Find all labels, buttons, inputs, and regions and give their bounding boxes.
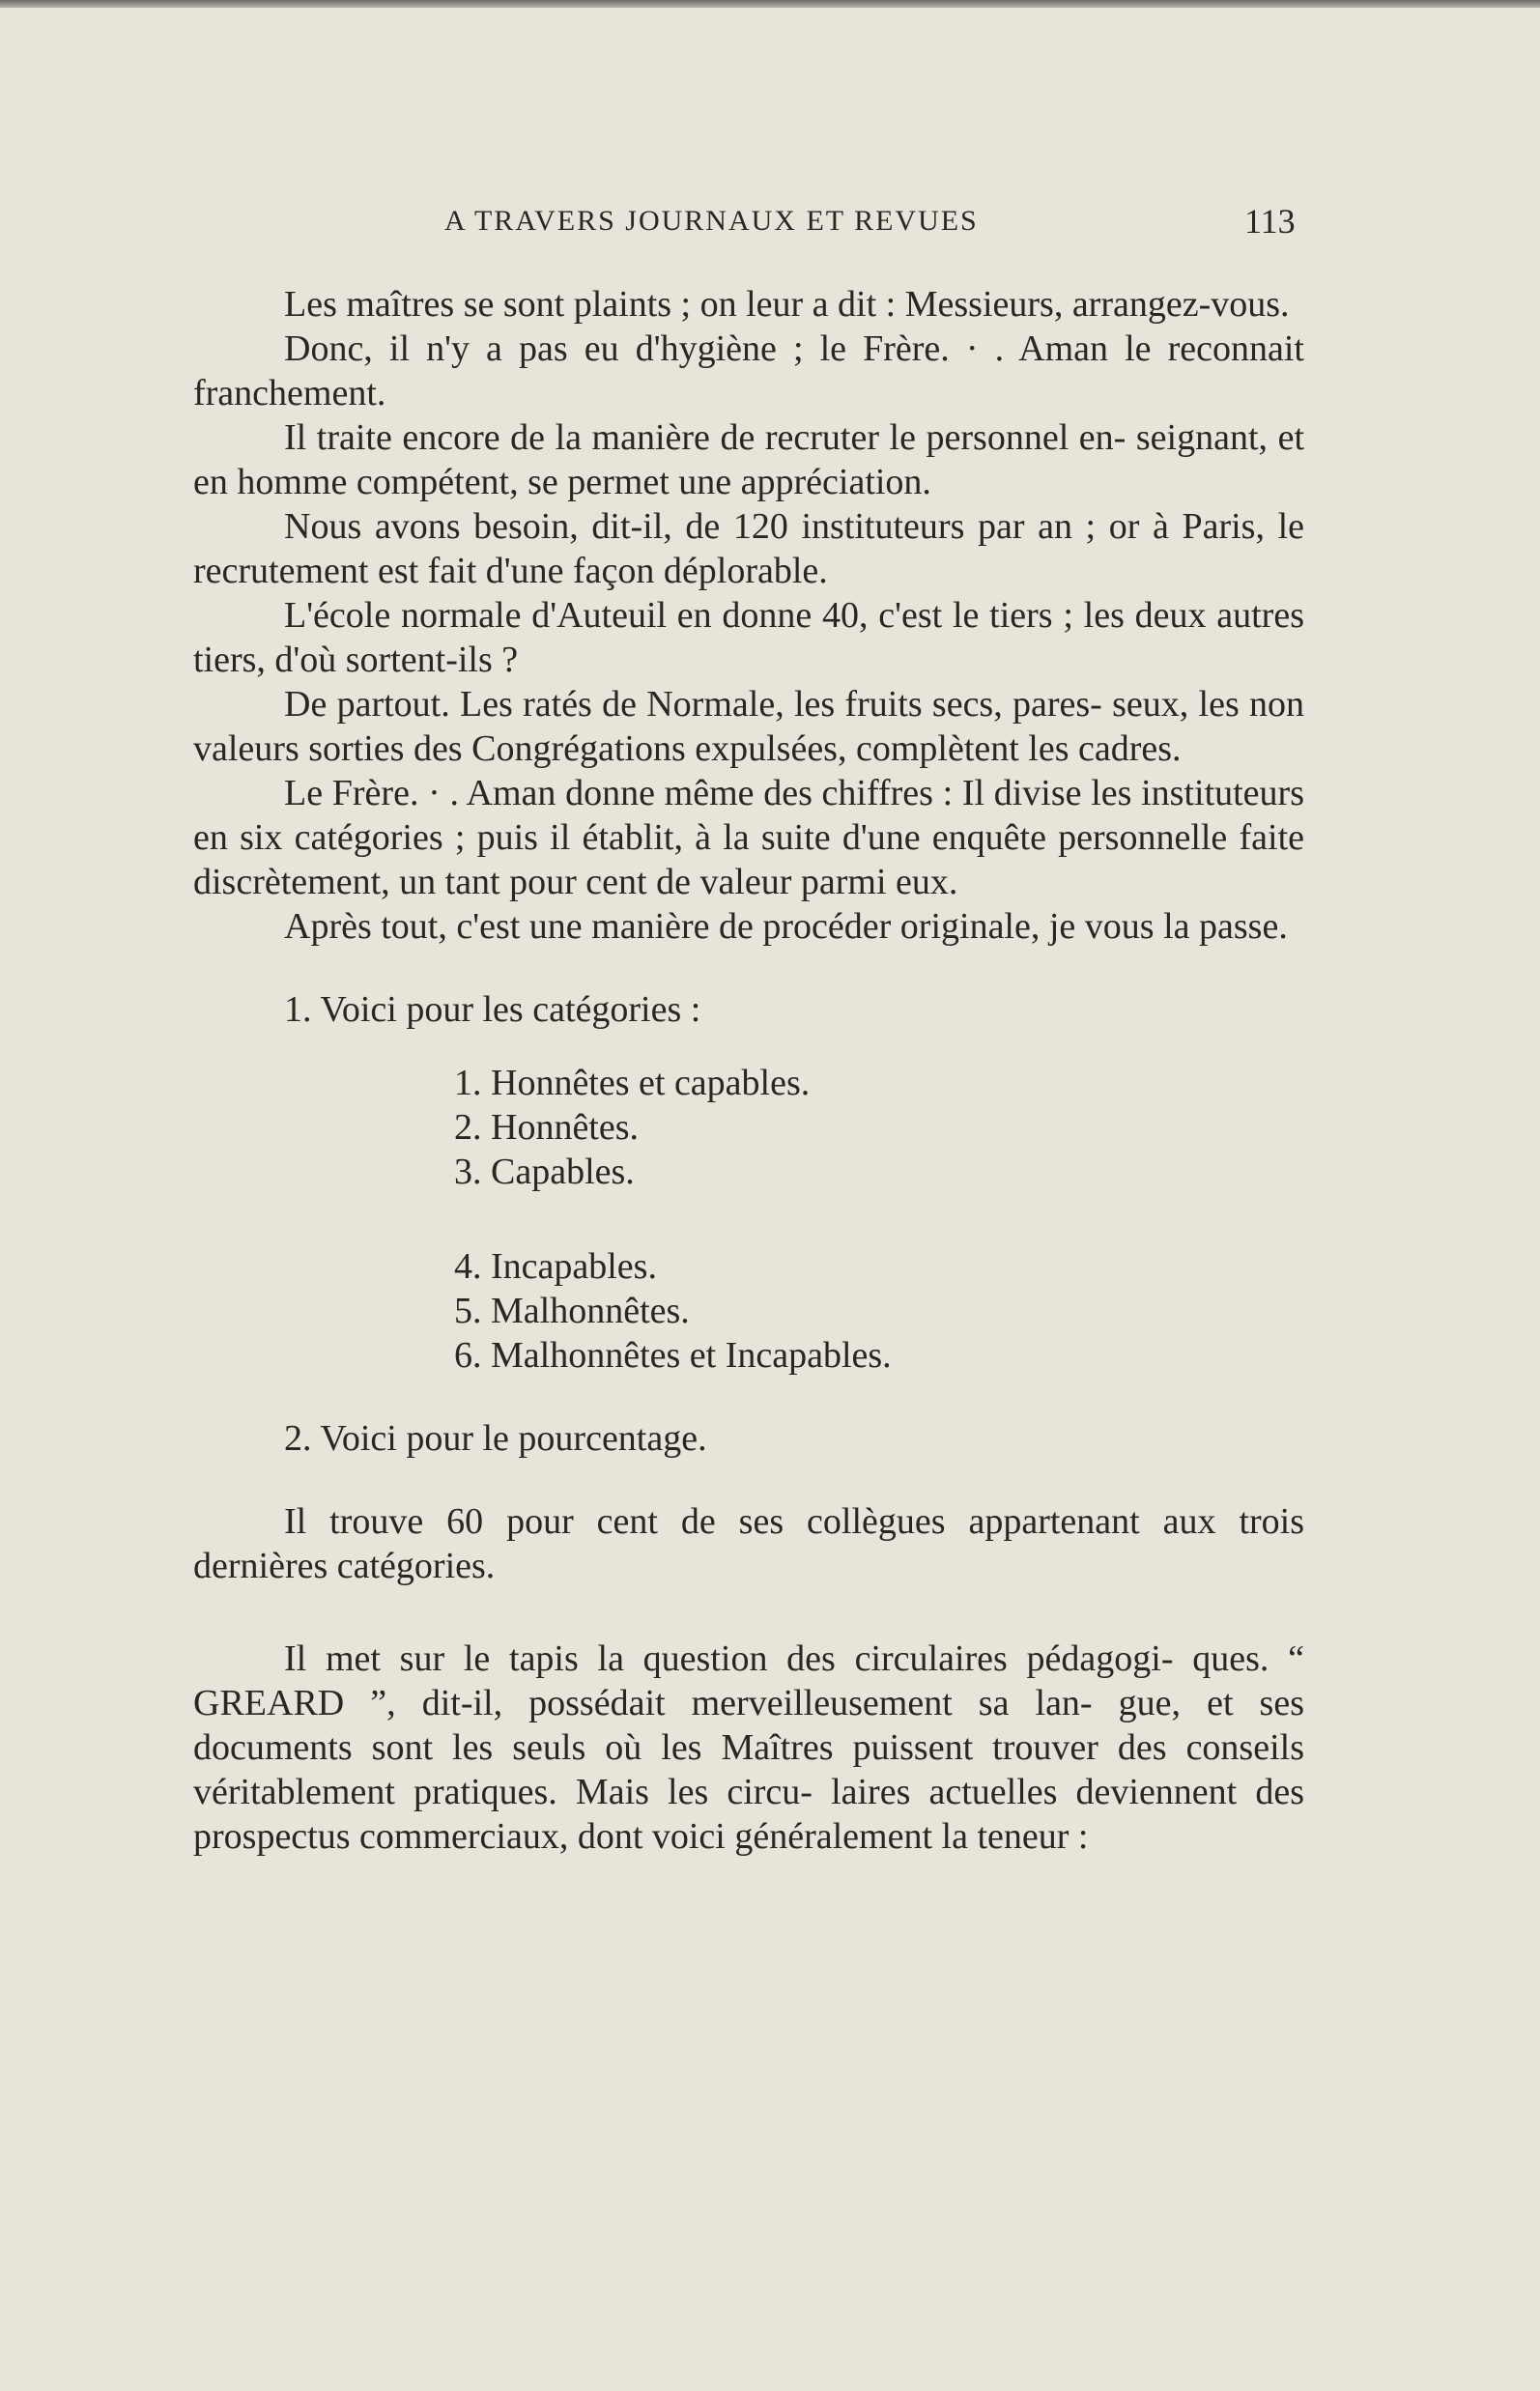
text-line: Il traite encore de la manière de recruter le personnel en- xyxy=(284,417,1126,458)
paragraph-5 xyxy=(193,593,1304,682)
text-line: à Paris, le recrutement est fait d'une façon déplorable. xyxy=(193,506,1304,591)
text-line: Nous avons besoin, dit-il, de 120 instituteurs par an ; or xyxy=(284,506,1140,547)
text-line: cent de valeur parmi eux. xyxy=(585,862,958,902)
category-item: 2. Honnêtes. xyxy=(454,1107,640,1148)
text-line: d'une enquête personnelle faite discrètement, un tant pour xyxy=(193,817,1305,902)
paragraph-1 xyxy=(193,282,1304,327)
section-2-intro: 2. Voici pour le pourcentage. xyxy=(284,1418,707,1459)
text-line: seux, les non valeurs sorties des Congrégations expulsées, xyxy=(193,684,1305,769)
category-item: 1. Honnêtes et capables. xyxy=(454,1063,811,1103)
text-line: gue, et ses documents sont les seuls où les Maîtres puissent xyxy=(193,1683,1304,1768)
text-line: Il met sur le tapis la question des circulaires pédagogi- xyxy=(284,1638,1174,1679)
running-head-title: A TRAVERS JOURNAUX ET REVUES xyxy=(444,205,979,237)
text-line: Donc, il n'y a pas eu d'hygiène ; le Frère. · . Aman le xyxy=(284,328,1152,369)
paragraph-6 xyxy=(193,682,1304,771)
text-line: laires actuelles deviennent des prospectus commerciaux, dont xyxy=(193,1772,1304,1857)
category-item: 6. Malhonnêtes et Incapables. xyxy=(454,1335,892,1376)
category-item: 5. Malhonnêtes. xyxy=(454,1291,690,1331)
paragraph-4 xyxy=(193,504,1304,593)
category-item: 4. Incapables. xyxy=(454,1246,657,1287)
text-line: voici généralement la teneur : xyxy=(651,1816,1089,1857)
body-text xyxy=(193,282,1304,1859)
section-1-intro: 1. Voici pour les catégories : xyxy=(284,989,701,1030)
text-line: Le Frère. · . Aman donne même des chiffres : Il divise xyxy=(284,773,1082,813)
percentage-paragraph xyxy=(193,1499,1304,1588)
text-line: Les maîtres se sont plaints ; on leur a dit : Messieurs, xyxy=(284,284,1064,325)
text-line: reconnait franchement. xyxy=(193,328,1304,413)
text-line: arrangez-vous. xyxy=(1071,284,1290,325)
paragraph-3 xyxy=(193,415,1304,504)
page-number: 113 xyxy=(1244,202,1296,241)
text-line: vous la passe. xyxy=(1084,906,1288,947)
text-line: seignant, et en homme compétent, se permet une appréciation. xyxy=(193,417,1304,502)
text-line: ques. “ GREARD ”, dit-il, possédait merveilleusement sa lan- xyxy=(193,1638,1305,1723)
text-line: les instituteurs en six catégories ; puis il établit, à la suite xyxy=(193,773,1304,858)
text-line: complètent les cadres. xyxy=(855,728,1182,769)
circulars-paragraph xyxy=(193,1637,1304,1859)
paragraph-2 xyxy=(193,327,1304,415)
text-line: trois dernières catégories. xyxy=(193,1501,1304,1586)
paragraph-7 xyxy=(193,771,1304,904)
text-line: Après tout, c'est une manière de procéder originale, je xyxy=(284,906,1076,947)
text-line: L'école normale d'Auteuil en donne 40, c'est le tiers ; les xyxy=(284,595,1125,636)
text-line: De partout. Les ratés de Normale, les fruits secs, pares- xyxy=(284,684,1102,725)
paragraph-8 xyxy=(193,904,1304,949)
text-line: trouver des conseils véritablement pratiques. Mais les circu- xyxy=(193,1727,1304,1812)
text-line: Il trouve 60 pour cent de ses collègues appartenant aux xyxy=(284,1501,1216,1542)
text-line: deux autres tiers, d'où sortent-ils ? xyxy=(193,595,1304,680)
category-item: 3. Capables. xyxy=(454,1152,635,1192)
